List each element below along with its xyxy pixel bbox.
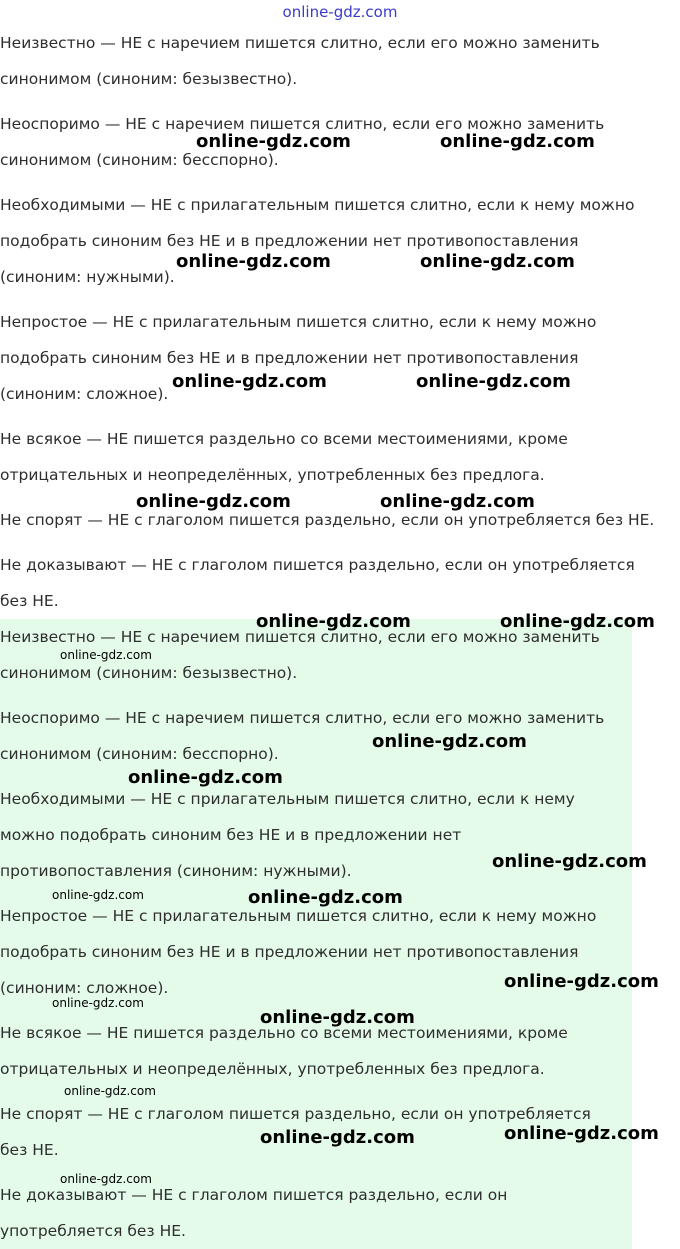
watermark: online-gdz.com: [504, 971, 659, 992]
paragraph-top-5: [0, 421, 568, 493]
paragraph-top-7: [0, 547, 635, 619]
watermark: online-gdz.com: [176, 251, 331, 272]
text-line: Неоспоримо — НЕ с наречием пишется слитно, если его можно заменить: [0, 709, 605, 727]
text-line: без НЕ.: [0, 592, 59, 610]
text-line: Неизвестно — НЕ с наречием пишется слитно, если его можно заменить: [0, 628, 600, 646]
text-line: противопоставления (синоним: нужными).: [0, 862, 352, 880]
watermark: online-gdz.com: [420, 251, 575, 272]
watermark: online-gdz.com: [440, 131, 595, 152]
watermark: online-gdz.com: [172, 371, 327, 392]
watermark: online-gdz.com: [128, 767, 283, 788]
text-line: подобрать синоним без НЕ и в предложении нет противопоставления: [0, 943, 579, 961]
text-line: подобрать синоним без НЕ и в предложении нет противопоставления: [0, 349, 579, 367]
text-line: (синоним: нужными).: [0, 268, 175, 286]
watermark: online-gdz.com: [136, 491, 291, 512]
site-title: online-gdz.com: [282, 3, 398, 21]
watermark: online-gdz.com: [260, 1127, 415, 1148]
text-line: можно подобрать синоним без НЕ и в предложении нет: [0, 826, 462, 844]
watermark: online-gdz.com: [380, 491, 535, 512]
watermark: online-gdz.com: [52, 888, 144, 902]
paragraph-top-3: [0, 187, 634, 295]
paragraph-green-7: [0, 1177, 507, 1249]
text-line: Не спорят — НЕ с глаголом пишется раздельно, если он употребляется без НЕ.: [0, 511, 655, 529]
text-line: Не всякое — НЕ пишется раздельно со всеми местоимениями, кроме: [0, 430, 568, 448]
text-line: Непростое — НЕ с прилагательным пишется слитно, если к нему можно: [0, 907, 597, 925]
paragraph-top-4: [0, 304, 596, 412]
text-line: (синоним: сложное).: [0, 385, 169, 403]
text-line: без НЕ.: [0, 1141, 59, 1159]
text-line: синонимом (синоним: безызвестно).: [0, 664, 298, 682]
watermark: online-gdz.com: [60, 648, 152, 662]
text-line: подобрать синоним без НЕ и в предложении нет противопоставления: [0, 232, 579, 250]
watermark: online-gdz.com: [52, 996, 144, 1010]
watermark: online-gdz.com: [248, 887, 403, 908]
text-line: Непростое — НЕ с прилагательным пишется слитно, если к нему можно: [0, 313, 597, 331]
watermark: online-gdz.com: [60, 1172, 152, 1186]
text-line: Необходимыми — НЕ с прилагательным пишется слитно, если к нему можно: [0, 196, 635, 214]
text-line: (синоним: сложное).: [0, 979, 169, 997]
paragraph-top-6: [0, 502, 654, 538]
text-line: Не всякое — НЕ пишется раздельно со всеми местоимениями, кроме: [0, 1024, 568, 1042]
text-line: синонимом (синоним: бесспорно).: [0, 151, 279, 169]
watermark: online-gdz.com: [504, 1123, 659, 1144]
text-line: Неизвестно — НЕ с наречием пишется слитно, если его можно заменить: [0, 34, 600, 52]
text-line: Не доказывают — НЕ с глаголом пишется раздельно, если он: [0, 1186, 508, 1204]
watermark: online-gdz.com: [372, 731, 527, 752]
text-line: отрицательных и неопределённых, употребленных без предлога.: [0, 466, 545, 484]
watermark: online-gdz.com: [256, 611, 411, 632]
watermark: online-gdz.com: [196, 131, 351, 152]
text-line: синонимом (синоним: бесспорно).: [0, 745, 279, 763]
text-line: Необходимыми — НЕ с прилагательным пишется слитно, если к нему: [0, 790, 575, 808]
paragraph-top-1: [0, 25, 600, 97]
text-line: синонимом (синоним: безызвестно).: [0, 70, 298, 88]
text-line: употребляется без НЕ.: [0, 1222, 186, 1240]
text-line: отрицательных и неопределённых, употребленных без предлога.: [0, 1060, 545, 1078]
watermark: online-gdz.com: [500, 611, 655, 632]
watermark: online-gdz.com: [492, 851, 647, 872]
text-line: Неоспоримо — НЕ с наречием пишется слитно, если его можно заменить: [0, 115, 605, 133]
watermark: online-gdz.com: [260, 1007, 415, 1028]
text-line: Не доказывают — НЕ с глаголом пишется раздельно, если он употребляется: [0, 556, 635, 574]
watermark: online-gdz.com: [416, 371, 571, 392]
paragraph-green-3: [0, 781, 575, 889]
text-line: Не спорят — НЕ с глаголом пишется раздельно, если он употребляется: [0, 1105, 591, 1123]
watermark: online-gdz.com: [64, 1084, 156, 1098]
